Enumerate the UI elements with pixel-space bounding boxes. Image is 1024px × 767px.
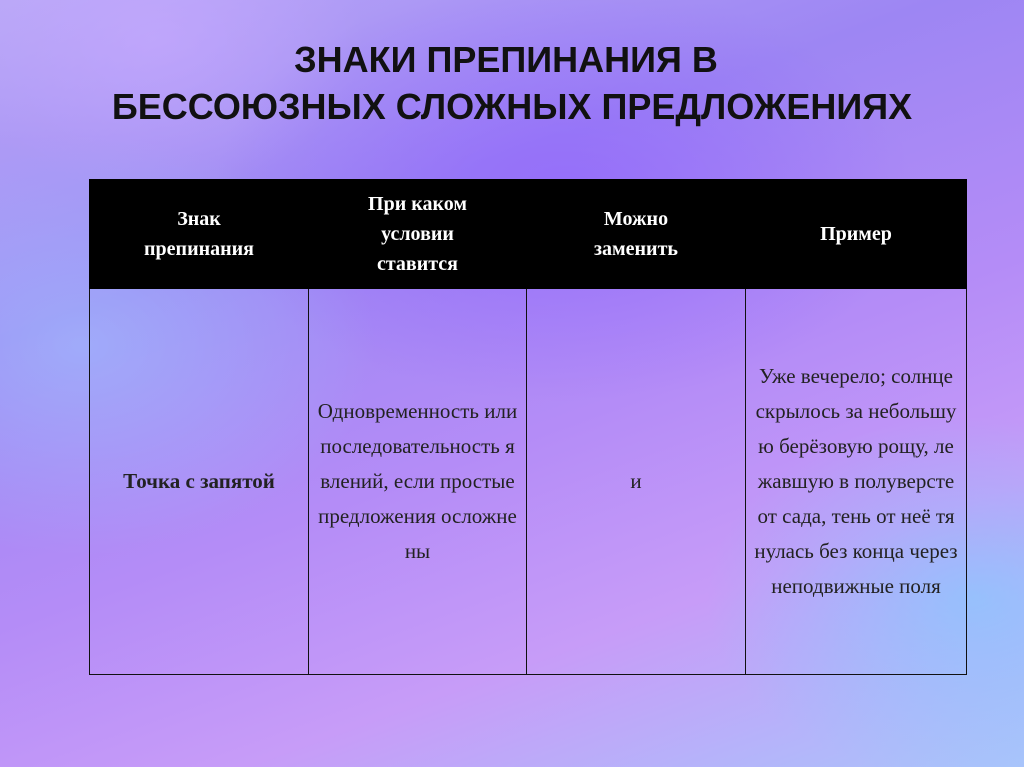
column-header-text: Можно [603,208,669,230]
cell-condition: Одновременность или последовательность явлений, если простые предложения осложнены [309,289,527,675]
column-header-example [746,180,967,289]
punctuation-table [89,179,967,675]
column-header-text: ставится [376,253,459,275]
column-header-text: Пример [820,223,892,245]
column-header-replace [527,180,746,289]
column-header-text: препинания [144,238,254,260]
slide-title-line-1: ЗНАКИ ПРЕПИНАНИЯ В [294,39,718,80]
column-header-condition [309,180,527,289]
cell-punctuation-mark: Точка с запятой [90,289,309,675]
slide-title [0,36,1024,130]
column-header-mark [90,180,309,289]
cell-example: Уже вечерело; солнце скрылось за небольшую берёзовую рощу, лежавшую в полуверсте от сада, тень от неё тянулась без конца через неподвижные поля [746,289,967,675]
cell-replace-with: и [527,289,746,675]
column-header-text: При каком [368,193,467,215]
slide-title-line-2: БЕССОЮЗНЫХ СЛОЖНЫХ ПРЕДЛОЖЕНИЯХ [111,86,913,127]
table-row [90,289,967,675]
column-header-text: заменить [594,238,678,260]
column-header-text: Знак [177,208,221,230]
column-header-text: условии [381,223,454,245]
table-header-row [90,180,967,289]
